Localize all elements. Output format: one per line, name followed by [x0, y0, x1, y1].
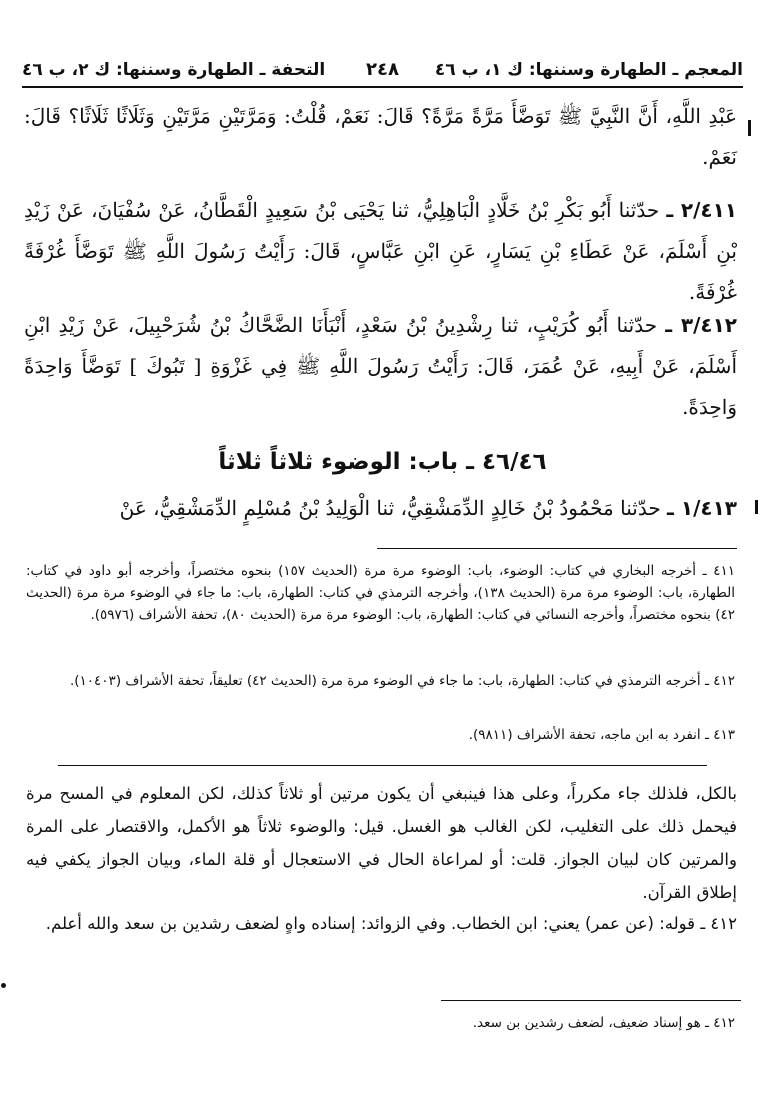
hadith-number: ١/٤١٣ ـ — [667, 496, 737, 520]
hadith-text: عَبْدِ اللَّهِ، أَنَّ النَّبِيَّ ﷺ تَوَضَّأَ مَرَّةً مَرَّةً؟ قَالَ: نَعَمْ، قُلْتُ: وَمَرَّتَيْنِ مَرَّتَيْنِ وَثَلَاثًا ثَلَاثًا؟ قَالَ: نَعَمْ. — [24, 104, 737, 169]
hadith-text: حدّثنا أَبُو كُرَيْبٍ، ثنا رِشْدِينُ بْنُ سَعْدٍ، أَنْبَأَنَا الضَّحَّاكُ بْنُ شُرَحْبِيلَ، عَنْ زَيْدِ ابْنِ أَسْلَمَ، عَنْ أَبِيهِ، عَنْ عُمَرَ، قَالَ: رَأَيْتُ رَسُولَ اللَّهِ ﷺ فِي غَزْوَةِ [ تَبُوكَ ] تَوَضَّأَ وَاحِدَةً وَاحِدَةً. — [24, 313, 737, 419]
footnote-412: ٤١٢ ـ أخرجه الترمذي في كتاب: الطهارة، باب: ما جاء في الوضوء مرة مرة (الحديث ٤٢) تعليقاً، تحفة الأشراف (١٠٤٠٣). — [69, 673, 735, 689]
hadith-text: حدّثنا مَحْمُودُ بْنُ خَالِدٍ الدِّمَشْقِيُّ، ثنا الْوَلِيدُ بْنُ مُسْلِمٍ الدِّمَشْقِيُّ، عَنْ — [119, 496, 661, 520]
chapter-title: ٤٦/٤٦ ـ باب: الوضوء ثلاثاً ثلاثاً — [218, 449, 547, 475]
header-left-reference: التحفة ـ الطهارة وسننها: ك ٢، ب ٤٦ — [22, 60, 326, 80]
margin-mark — [748, 120, 751, 136]
bottom-note: ٤١٢ ـ هو إسناد ضعيف، لضعف رشدين بن سعد. — [472, 1015, 735, 1031]
bottom-note-divider — [441, 1000, 741, 1001]
header-right-reference: المعجم ـ الطهارة وسننها: ك ١، ب ٤٦ — [434, 60, 743, 80]
hadith-text: حدّثنا أَبُو بَكْرِ بْنُ خَلَّادٍ الْبَاهِلِيُّ، ثنا يَحْيَى بْنُ سَعِيدٍ الْقَطَّانُ، عَنْ سُفْيَانَ، عَنْ زَيْدِ بْنِ أَسْلَمَ، عَنْ عَطَاءِ بْنِ يَسَارٍ، عَنِ ابْنِ عَبَّاسٍ، قَالَ: رَأَيْتُ رَسُولَ اللَّهِ ﷺ تَوَضَّأَ غُرْفَةً غُرْفَةً. — [24, 198, 737, 304]
running-header — [22, 50, 743, 88]
footnote-divider — [377, 548, 737, 549]
hadith-413 — [24, 488, 737, 529]
hadith-412 — [24, 305, 737, 428]
page-number: ٢٤٨ — [366, 59, 399, 80]
footnote-411: ٤١١ ـ أخرجه البخاري في كتاب: الوضوء، باب: الوضوء مرة مرة (الحديث ١٥٧) بنحوه مختصراً، وأخرجه أبو داود في كتاب: الطهارة، باب: الوضوء مرة مرة (الحديث ١٣٨)، وأخرجه الترمذي في كتاب: الطهارة، باب: ما جاء في الوضوء مرة مرة (الحديث ٤٢) بنحوه مختصراً، وأخرجه النسائي في كتاب: الطهارة، باب: الوضوء مرة مرة (الحديث ٨٠)، تحفة الأشراف (٥٩٧٦). — [26, 563, 735, 623]
hadith-number: ٢/٤١١ ـ — [666, 198, 737, 222]
commentary-note-412: ٤١٢ ـ قوله: (عن عمر) يعني: ابن الخطاب. وفي الزوائد: إسناده واهٍ لضعف رشدين بن سعد والله أعلم. — [45, 914, 737, 933]
footnote-413: ٤١٣ ـ انفرد به ابن ماجه، تحفة الأشراف (٩٨١١). — [468, 727, 735, 743]
commentary-paragraph: بالكل، فلذلك جاء مكرراً، وعلى هذا فينبغي أن يكون مرتين أو ثلاثاً كذلك، لكن المعلوم في المسح مرة فيحمل ذلك على التغليب، لكن الغالب هو الغسل. قيل: والوضوء ثلاثاً هو الأكمل، والاقتصار على المرة والمرتين كان لبيان الجواز. قلت: أو لمراعاة الحال في الاستعجال أو قلة الماء، وبيان الجواز يكفي فيه إطلاق القرآن. — [26, 784, 737, 902]
hadith-411 — [24, 190, 737, 313]
hadith-continuation — [24, 96, 737, 178]
margin-mark — [1, 983, 6, 988]
margin-mark — [755, 500, 758, 514]
commentary-divider — [58, 765, 707, 766]
hadith-number: ٣/٤١٢ ـ — [665, 313, 738, 337]
